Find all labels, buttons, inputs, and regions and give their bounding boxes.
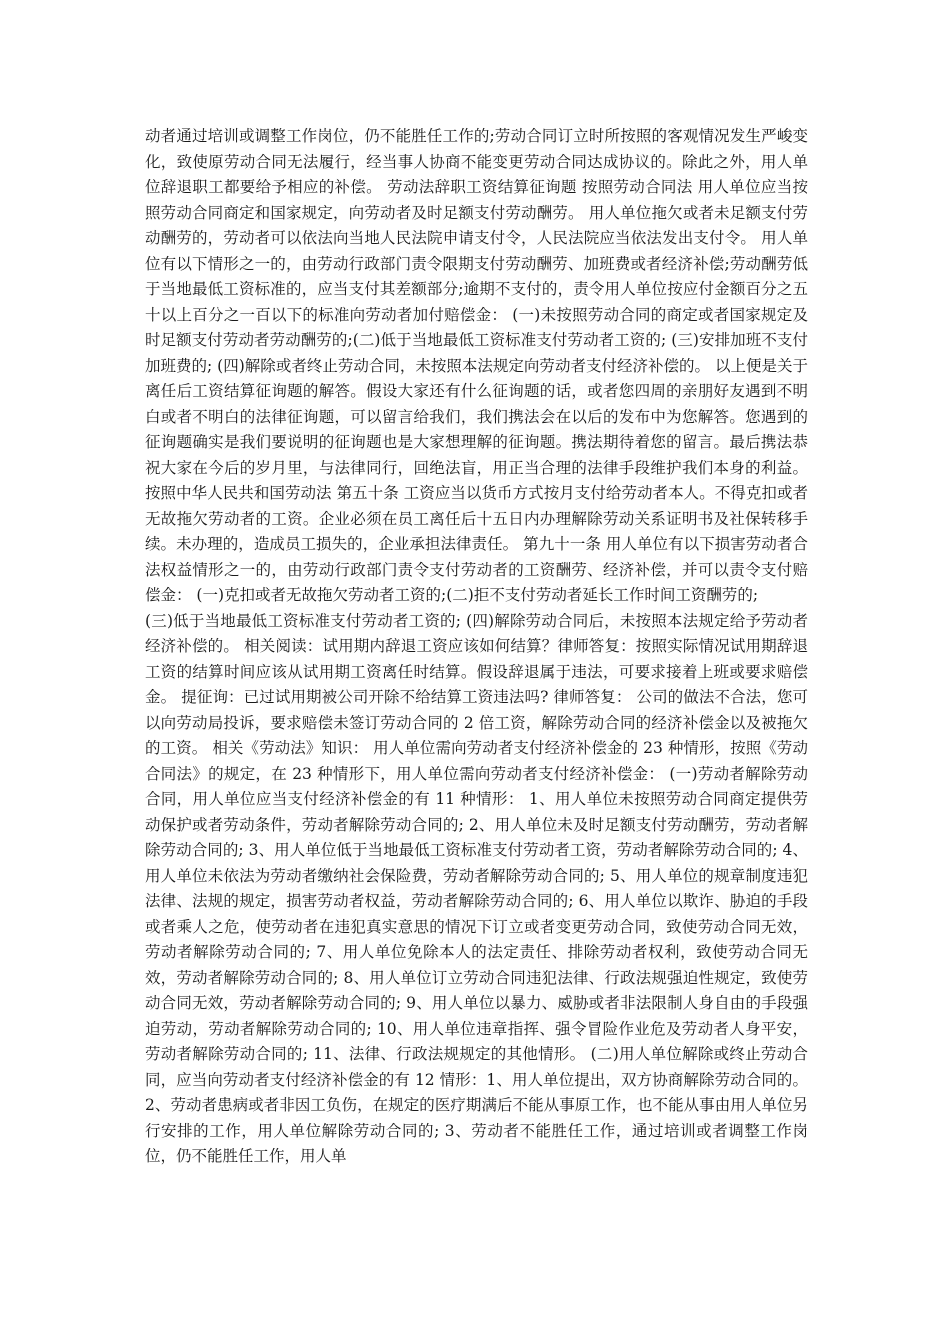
body-paragraph-2: (三)低于当地最低工资标准支付劳动者工资的; (四)解除劳动合同后，未按照本法规定给予劳动者经济补偿的。 相关阅读：试用期内辞退工资应该如何结算？律师答复：按照实际情况试用期辞退工资的结算时间应该从试用期工资离任时结算。假设辞退属于违法，可要求接着上班或要求赔偿金。 提征询：已过试用期被公司开除不给结算工资违法吗? 律师答复： 公司的做法不合法，您可以向劳动局投诉，要求赔偿未签订劳动合同的 2 倍工资，解除劳动合同的经济补偿金以及被拖欠的工资。 相关《劳动法》知识： 用人单位需向劳动者支付经济补偿金的 23 种情形，按照《劳动合同法》的规定，在 23 种情形下，用人单位需向劳动者支付经济补偿金： (一)劳动者解除劳动合同，用人单位应当支付经济补偿金的有 11 种情形： 1、用人单位未按照劳动合同商定提供劳动保护或者劳动条件，劳动者解除劳动合同的; 2、用人单位未及时足额支付劳动酬劳，劳动者解除劳动合同的; 3、用人单位低于当地最低工资标准支付劳动者工资，劳动者解除劳动合同的; 4、用人单位未依法为劳动者缴纳社会保险费，劳动者解除劳动合同的; 5、用人单位的规章制度违犯法律、法规的规定，损害劳动者权益，劳动者解除劳动合同的; 6、用人单位以欺诈、胁迫的手段或者乘人之危，使劳动者在违犯真实意思的情况下订立或者变更劳动合同，致使劳动合同无效，劳动者解除劳动合同的; 7、用人单位免除本人的法定责任、排除劳动者权利，致使劳动合同无效，劳动者解除劳动合同的; 8、用人单位订立劳动合同违犯法律、行政法规强迫性规定，致使劳动合同无效，劳动者解除劳动合同的; 9、用人单位以暴力、威胁或者非法限制人身自由的手段强迫劳动，劳动者解除劳动合同的; 10、用人单位违章指挥、强令冒险作业危及劳动者人身平安，劳动者解除劳动合同的; 11、法律、行政法规规定的其他情形。 (二)用人单位解除或终止劳动合同，应当向劳动者支付经济补偿金的有 12 情形：1、用人单位提出，双方协商解除劳动合同的。 2、劳动者患病或者非因工负伤，在规定的医疗期满后不能从事原工作，也不能从事由用人单位另行安排的工作，用人单位解除劳动合同的; 3、劳动者不能胜任工作，通过培训或者调整工作岗位，仍不能胜任工作，用人单 [145, 611, 808, 1165]
body-paragraph-1: 动者通过培训或调整工作岗位，仍不能胜任工作的;劳动合同订立时所按照的客观情况发生严峻变化，致使原劳动合同无法履行，经当事人协商不能变更劳动合同达成协议的。除此之外，用人单位辞退职工都要给予相应的补偿。 劳动法辞职工资结算征询题 按照劳动合同法 用人单位应当按照劳动合同商定和国家规定，向劳动者及时足额支付劳动酬劳。 用人单位拖欠或者未足额支付劳动酬劳的，劳动者可以依法向当地人民法院申请支付令，人民法院应当依法发出支付令。 用人单位有以下情形之一的，由劳动行政部门责令限期支付劳动酬劳、加班费或者经济补偿;劳动酬劳低于当地最低工资标准的，应当支付其差额部分;逾期不支付的，责令用人单位按应付金额百分之五十以上百分之一百以下的标准向劳动者加付赔偿金： (一)未按照劳动合同的商定或者国家规定及时足额支付劳动者劳动酬劳的;(二)低于当地最低工资标准支付劳动者工资的; (三)安排加班不支付加班费的; (四)解除或者终止劳动合同，未按照本法规定向劳动者支付经济补偿的。 以上便是关于离任后工资结算征询题的解答。假设大家还有什么征询题的话，或者您四周的亲朋好友遇到不明白或者不明白的法律征询题，可以留言给我们，我们携法会在以后的发布中为您解答。您遇到的征询题确实是我们要说明的征询题也是大家想理解的征询题。携法期待着您的留言。最后携法恭祝大家在今后的岁月里，与法律同行，回绝法盲，用正当合理的法律手段维护我们本身的利益。 按照中华人民共和国劳动法 第五十条 工资应当以货币方式按月支付给劳动者本人。不得克扣或者无故拖欠劳动者的工资。企业必须在员工离任后十五日内办理解除劳动关系证明书及社保转移手续。未办理的，造成员工损失的，企业承担法律责任。 第九十一条 用人单位有以下损害劳动者合法权益情形之一的，由劳动行政部门责令支付劳动者的工资酬劳、经济补偿，并可以责令支付赔偿金： (一)克扣或者无故拖欠劳动者工资的;(二)拒不支付劳动者延长工作时间工资酬劳的; [145, 127, 808, 604]
